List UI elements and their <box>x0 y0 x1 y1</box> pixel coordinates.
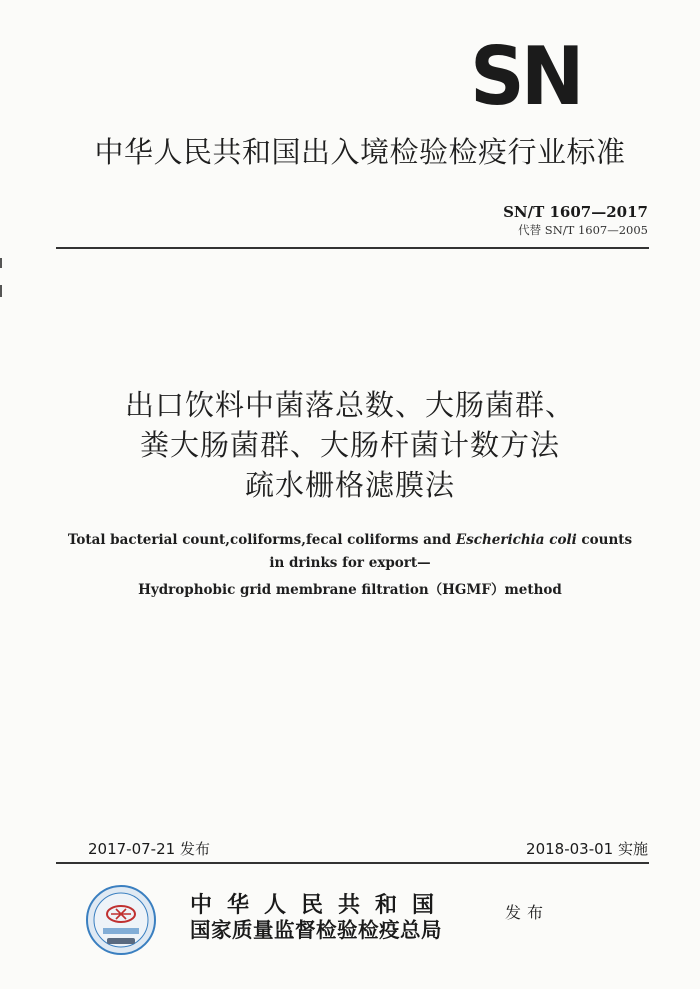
title-en-line2: in drinks for export— <box>269 555 431 571</box>
top-divider <box>56 247 649 249</box>
title-en-line1-italic: Escherichia coli <box>455 532 577 548</box>
standard-number: SN/T 1607—2017 <box>503 203 648 221</box>
implementation-date: 2018-03-01 实施 <box>526 840 648 858</box>
sn-logo: SN <box>470 30 581 123</box>
title-en-line3: Hydrophobic grid membrane filtration（HGMF）method <box>138 582 562 598</box>
title-zh-line2: 粪大肠菌群、大肠杆菌计数方法 <box>139 428 560 462</box>
title-en-line1-prefix: Total bacterial count,coliforms,fecal coliforms and <box>67 532 456 548</box>
scan-edge-mark <box>0 258 2 268</box>
issuer-line2: 国家质量监督检验检疫总局 <box>190 918 442 942</box>
title-zh-line3: 疏水栅格滤膜法 <box>244 468 455 502</box>
title-en-line1-suffix: counts <box>576 532 633 548</box>
issue-date: 2017-07-21 发布 <box>88 840 210 858</box>
bottom-divider <box>56 862 649 864</box>
scan-edge-mark <box>0 285 2 297</box>
issuer-line1: 中华人民共和国 <box>190 892 450 918</box>
title-en-line1 <box>0 532 700 548</box>
standard-replaces: 代替 SN/T 1607—2005 <box>518 223 648 237</box>
authority-title: 中华人民共和国出入境检验检疫行业标准 <box>94 135 626 169</box>
anti-counterfeit-seal-icon <box>85 884 157 956</box>
title-zh-line1: 出口饮料中菌落总数、大肠菌群、 <box>124 388 575 422</box>
publish-label: 发布 <box>505 903 550 922</box>
